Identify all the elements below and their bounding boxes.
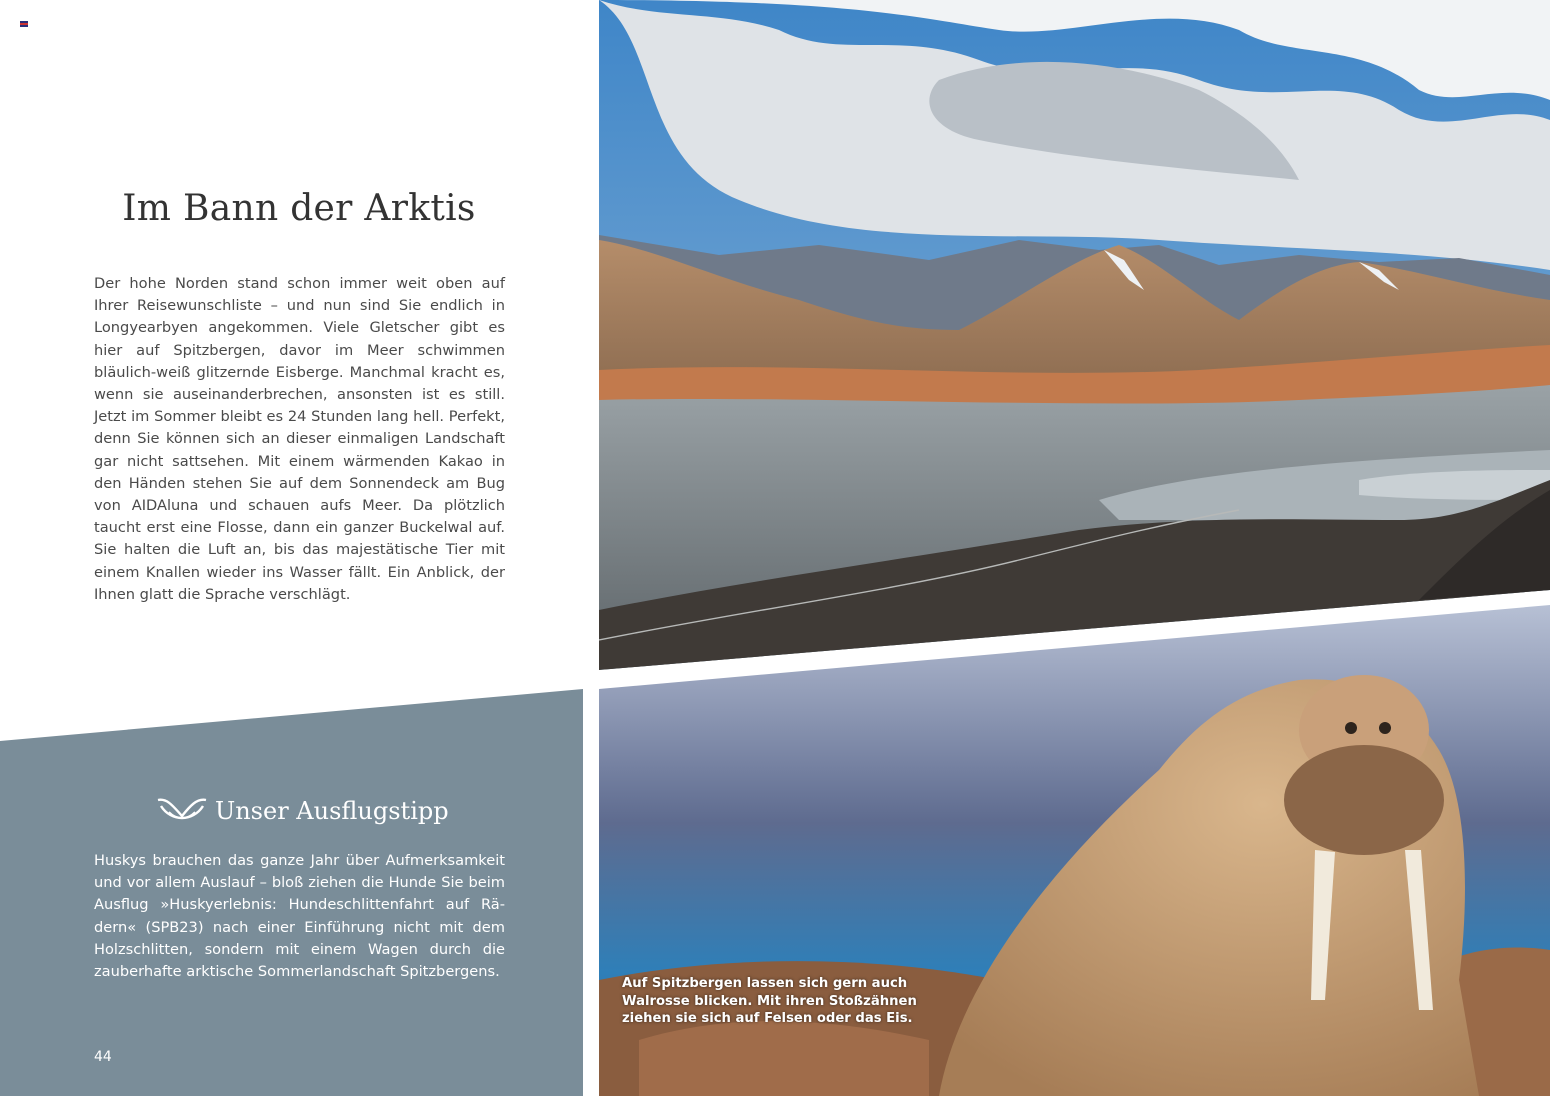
tip-body: Huskys brauchen das ganze Jahr über Aufmerksamkeit und vor allem Auslauf – bloß ziehen die Hunde Sie beim Ausflug »Huskyerlebnis: Hundeschlittenfahrt auf Rädern« (SPB23) nach einer Einführung nicht mit dem Holzschlitten, sondern mit einem Wagen durch die zauberhafte arktische Sommerlandschaft Spitzbergens. (94, 852, 505, 981)
language-flag-icon (20, 21, 28, 27)
tip-title: Unser Ausflugstipp (215, 797, 449, 825)
photo-caption: Auf Spitzbergen lassen sich gern auch Walrosse blicken. Mit ihren Stoßzähnen ziehen sie sich auf Felsen oder das Eis. (622, 976, 917, 1026)
mountain-valley-photo (599, 0, 1550, 672)
aida-smile-logo-icon (155, 794, 209, 828)
page-number: 44 (94, 1049, 112, 1065)
article-body: Der hohe Norden stand schon immer weit oben auf Ihrer Reisewunschliste – und nun sind Sie endlich in Longyearbyen angekommen. Viele Gletscher gibt es hier auf Spitzbergen, davor im Meer schwimmen bläulich-weiß glitzernde Eisberge. Manchmal kracht es, wenn sie auseinanderbrechen, ansonsten ist es still. Jetzt im Sommer bleibt es 24 Stunden lang hell. Perfekt, denn Sie können sich an dieser einmaligen Landschaft gar nicht sattsehen. Mit einem wärmenden Kakao in den Händen stehen Sie auf dem Sonnendeck am Bug von AIDAluna und schauen aufs Meer. Da plötzlich taucht erst eine Flosse, dann ein ganzer Buckelwal auf. Sie halten die Luft an, bis das majestätische Tier mit einem Knallen wieder ins Wasser fällt. Ein Anblick, der Ihnen glatt die Sprache verschlägt. (94, 275, 505, 603)
tip-heading (155, 794, 449, 828)
article-title: Im Bann der Arktis (122, 188, 476, 229)
